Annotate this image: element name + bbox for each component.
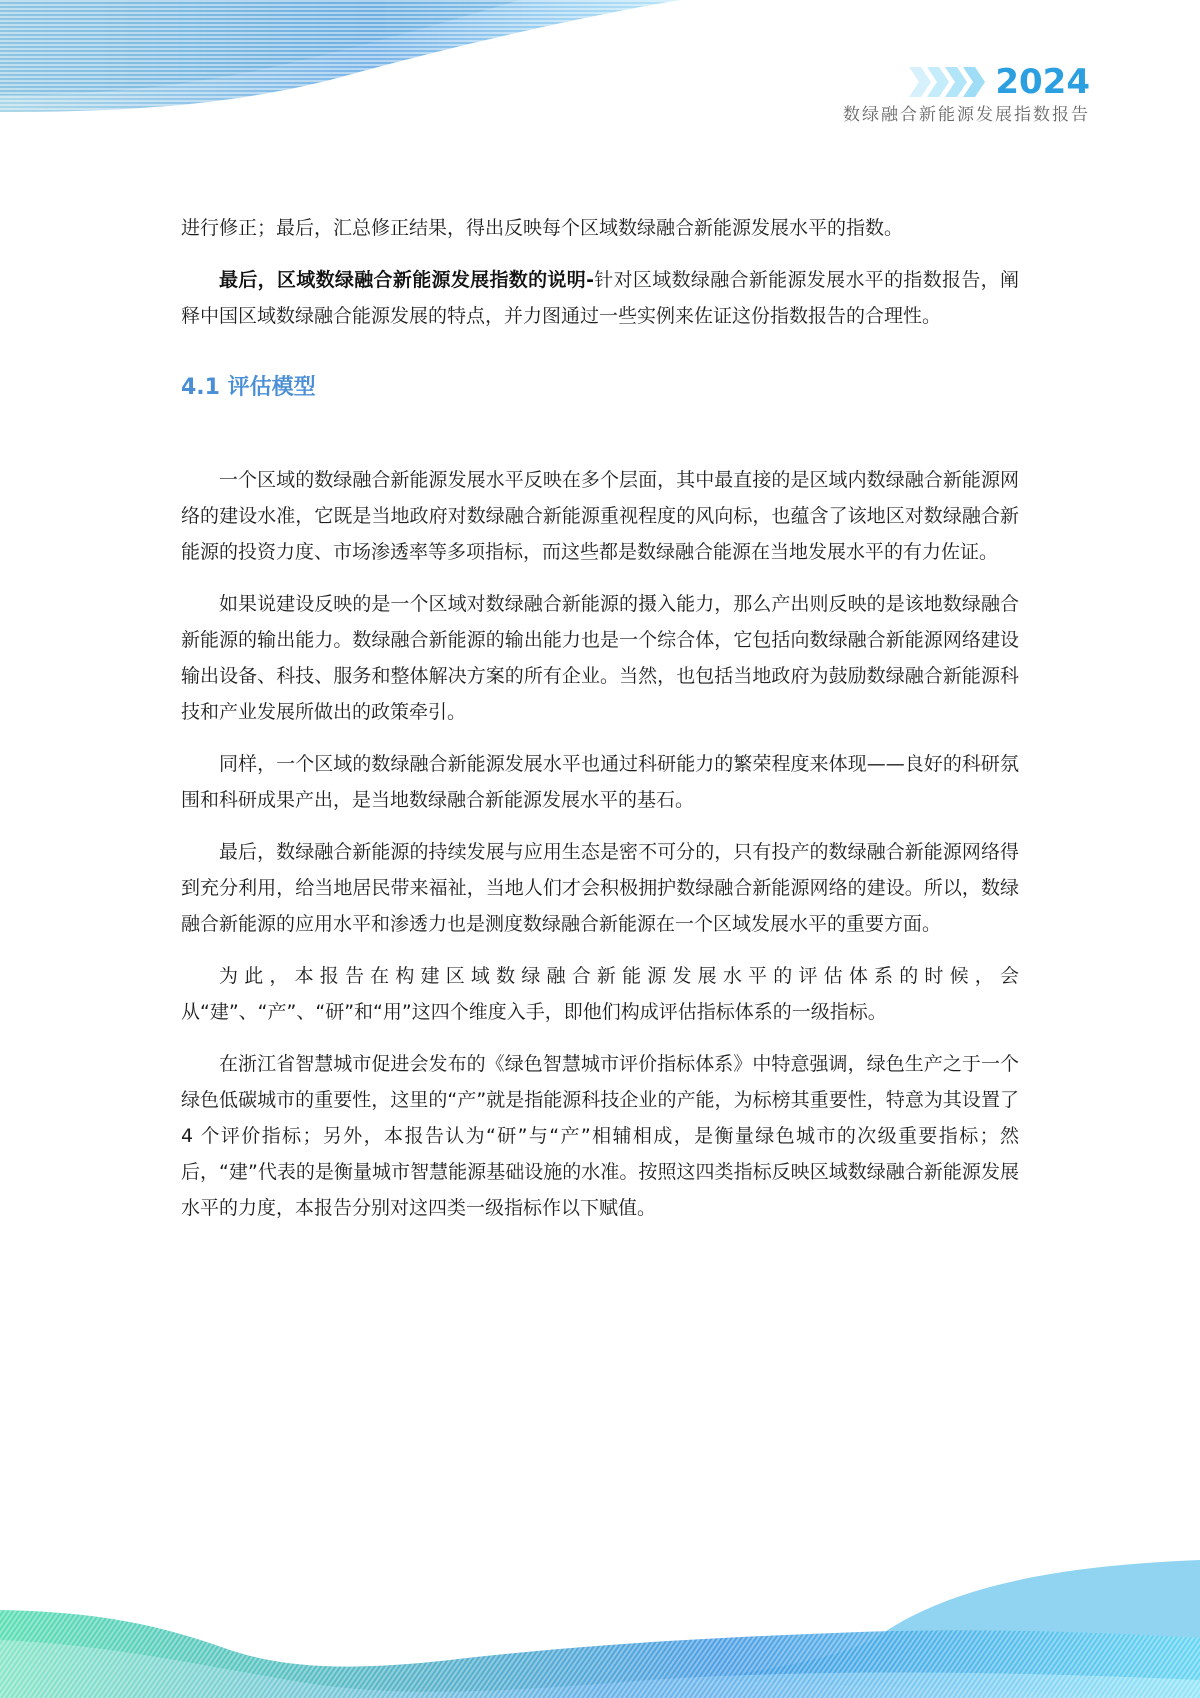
- paragraph: 同样，一个区域的数绿融合新能源发展水平也通过科研能力的繁荣程度来体现——良好的科研氛围和科研成果产出，是当地数绿融合新能源发展水平的基石。: [181, 753, 1019, 811]
- paragraph: 如果说建设反映的是一个区域对数绿融合新能源的摄入能力，那么产出则反映的是该地数绿融合新能源的输出能力。数绿融合新能源的输出能力也是一个综合体，它包括向数绿融合新能源网络建设输出设备、科技、服务和整体解决方案的所有企业。当然，也包括当地政府为鼓励数绿融合新能源科技和产业发展所做出的政策牵引。: [181, 593, 1019, 723]
- footer-wave-decoration: [0, 1520, 1200, 1698]
- paragraph-continuation: 进行修正；最后，汇总修正结果，得出反映每个区域数绿融合新能源发展水平的指数。: [181, 217, 904, 239]
- paragraph-text: 针对区域数绿融合新能源发展水平的指数报告，阐释中国区域数绿融合能源发展的特点，并力图通过一些实例来佐证这份指数报告的合理性。: [181, 269, 1019, 327]
- paragraph: 一个区域的数绿融合新能源发展水平反映在多个层面，其中最直接的是区域内数绿融合新能源网络的建设水准，它既是当地政府对数绿融合新能源重视程度的风向标，也蕴含了该地区对数绿融合新能源的投资力度、市场渗透率等多项指标，而这些都是数绿融合能源在当地发展水平的有力佐证。: [181, 469, 1019, 563]
- paragraph-index-explanation: [181, 262, 1019, 334]
- report-year: 2024: [995, 62, 1090, 102]
- chevron-arrows-icon: [909, 67, 987, 97]
- report-title: 数绿融合新能源发展指数报告: [843, 105, 1090, 125]
- header-wave-decoration: [0, 0, 700, 130]
- report-header-badge: [843, 62, 1090, 126]
- document-body: [181, 210, 1019, 1242]
- section-heading: 4.1 评估模型: [181, 375, 316, 400]
- paragraph: 最后，数绿融合新能源的持续发展与应用生态是密不可分的，只有投产的数绿融合新能源网络得到充分利用，给当地居民带来福祉，当地人们才会积极拥护数绿融合新能源网络的建设。所以，数绿融合新能源的应用水平和渗透力也是测度数绿融合新能源在一个区域发展水平的重要方面。: [181, 841, 1019, 935]
- year-row: [843, 62, 1090, 102]
- paragraph: 在浙江省智慧城市促进会发布的《绿色智慧城市评价指标体系》中特意强调，绿色生产之于一个绿色低碳城市的重要性，这里的“产”就是指能源科技企业的产能，为标榜其重要性，特意为其设置了 4 个评价指标；另外，本报告认为“研”与“产”相辅相成，是衡量绿色城市的次级重要指标；然后，“建”代表的是衡量城市智慧能源基础设施的水准。按照这四类指标反映区域数绿融合新能源发展水平的力度，本报告分别对这四类一级指标作以下赋值。: [181, 1053, 1019, 1219]
- paragraph: 为此，本报告在构建区域数绿融合新能源发展水平的评估体系的时候，会从“建”、“产”、“研”和“用”这四个维度入手，即他们构成评估指标体系的一级指标。: [181, 965, 1019, 1023]
- bold-lead-text: 最后，区域数绿融合新能源发展指数的说明-: [219, 269, 594, 291]
